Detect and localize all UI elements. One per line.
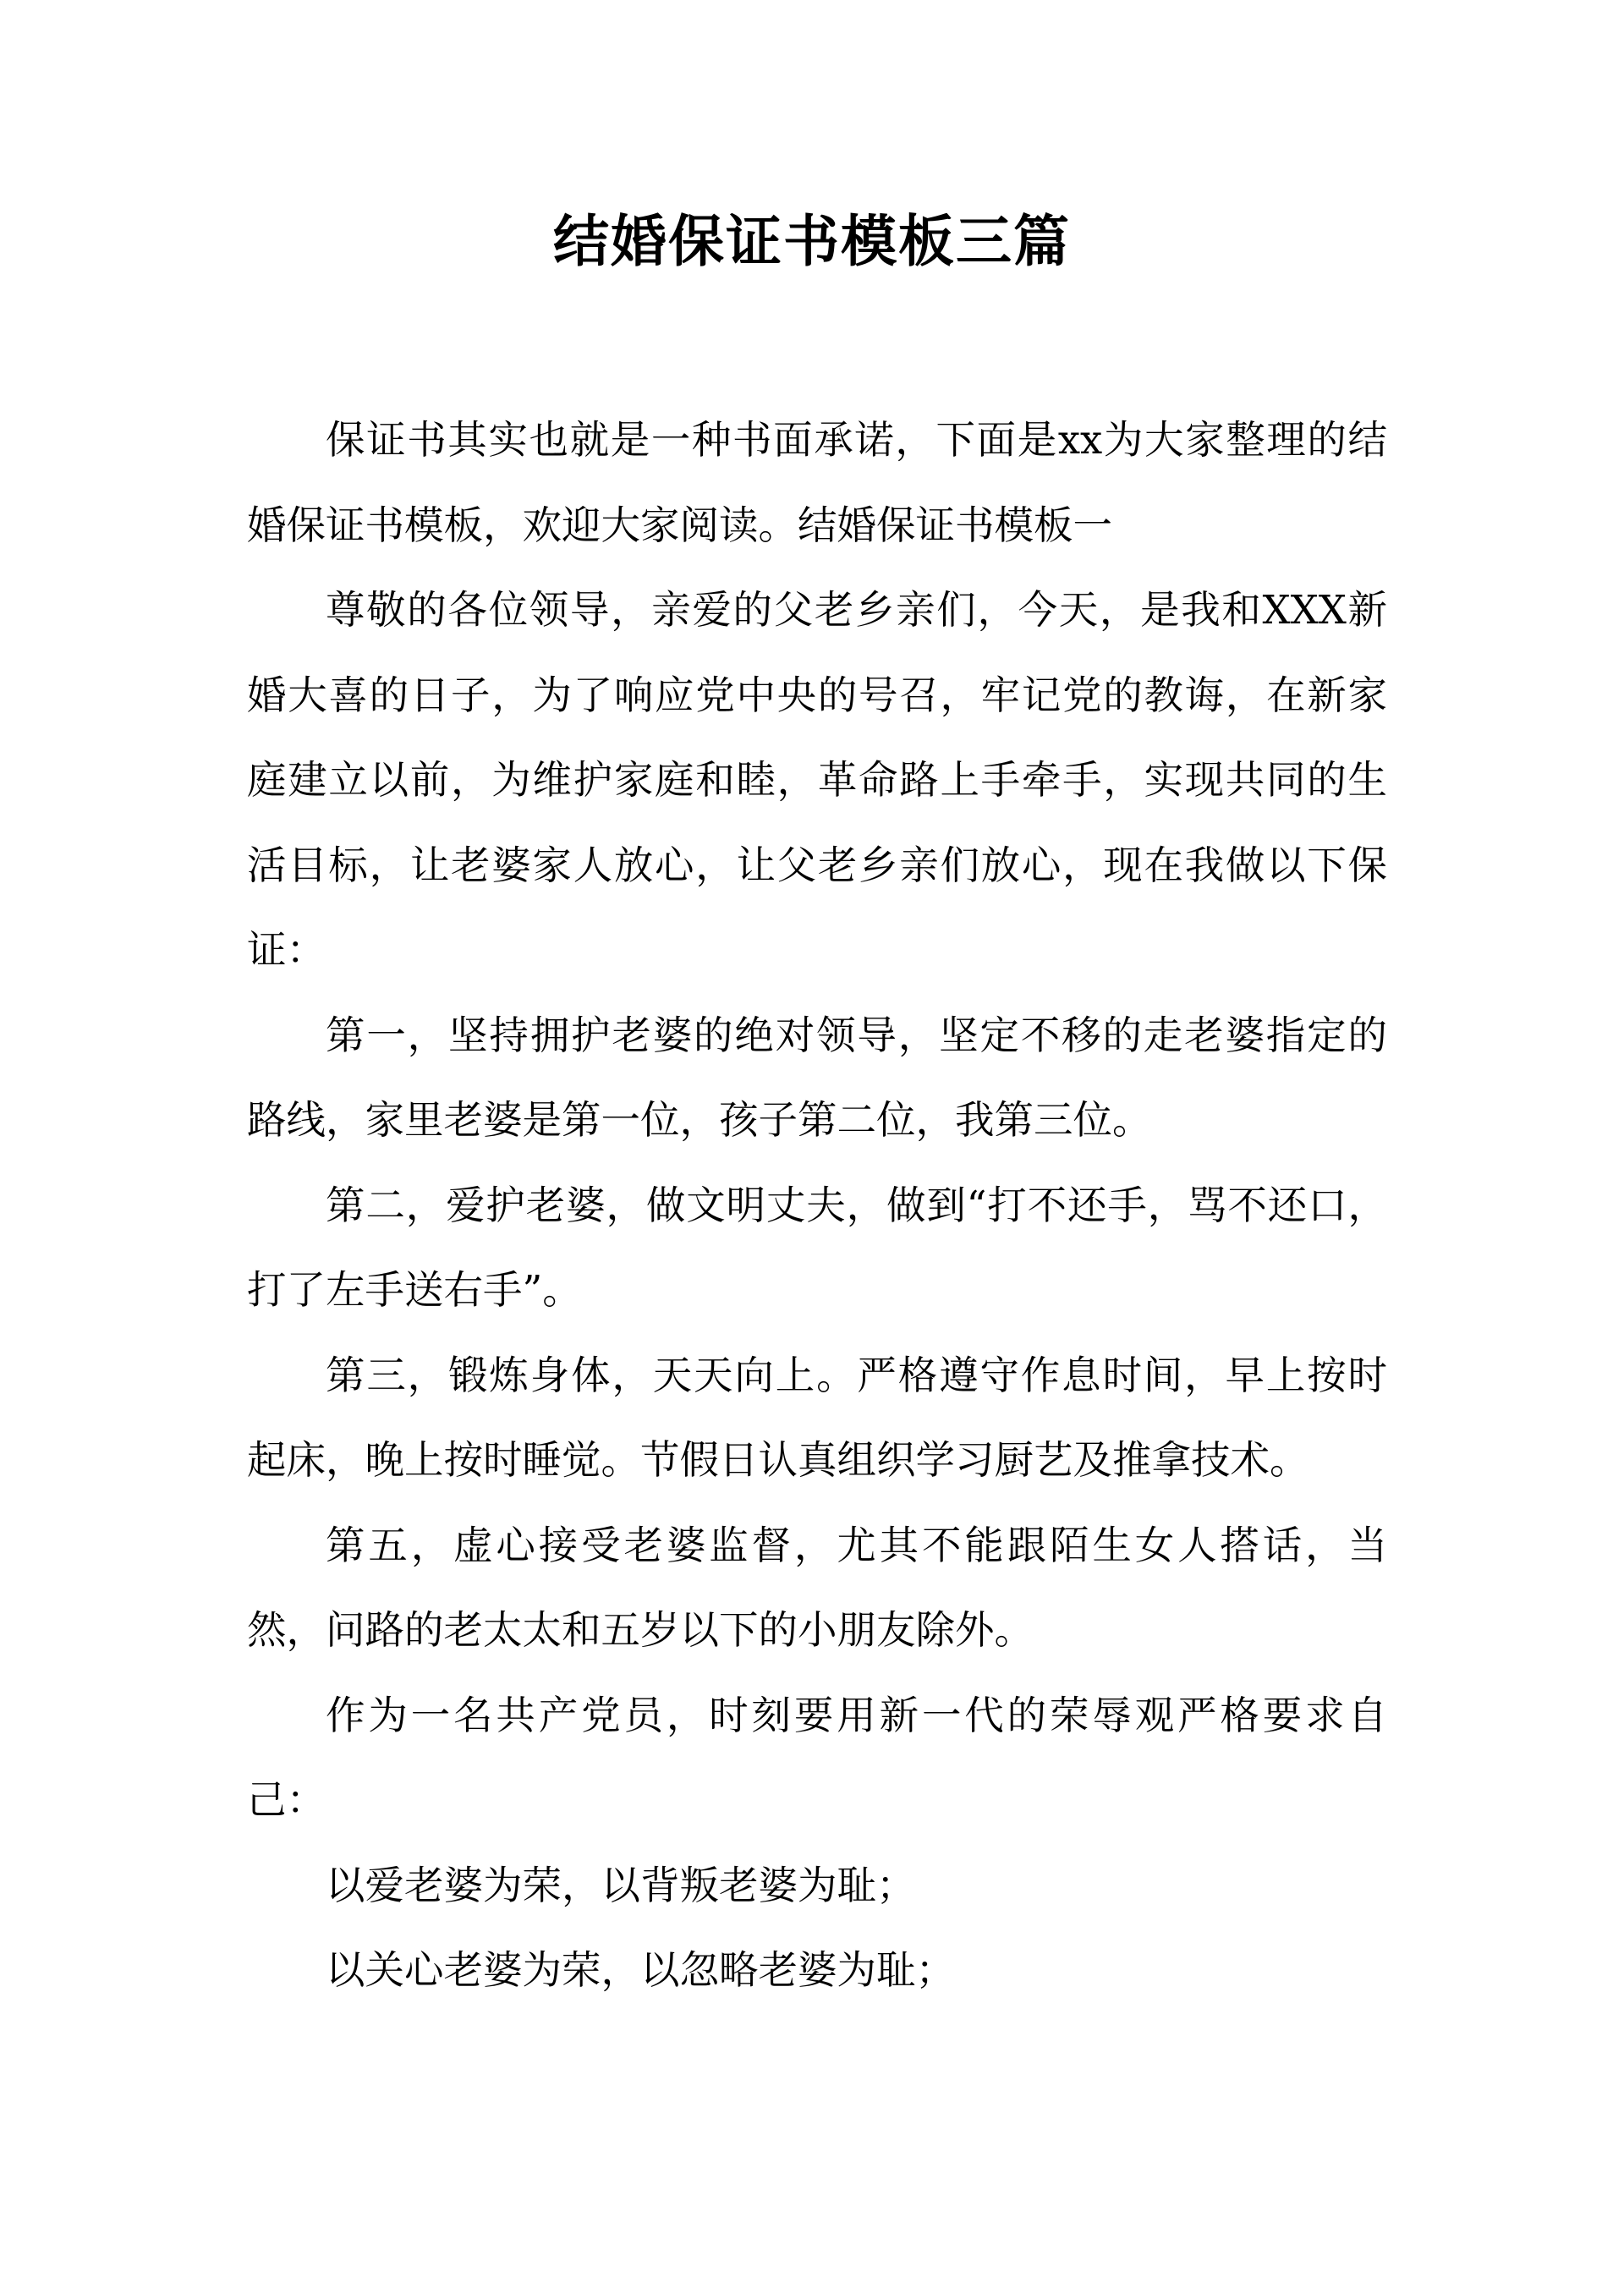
- paragraph-honor-1: 以爱老婆为荣，以背叛老婆为耻；: [326, 1862, 916, 1908]
- paragraph-intro: 保证书其实也就是一种书面承诺，下面是xx为大家整理的结婚保证书模板，欢迎大家阅读。结婚保证书模板一: [247, 417, 1387, 548]
- paragraph-honor-2: 以关心老婆为荣，以忽略老婆为耻；: [326, 1947, 955, 1993]
- document-body: [247, 398, 1387, 2013]
- paragraph-fifth-pledge: 第五，虚心接受老婆监督，尤其不能跟陌生女人搭话，当然，问路的老太太和五岁以下的小朋友除外。: [247, 1522, 1387, 1653]
- paragraph-third-pledge: 第三，锻炼身体，天天向上。严格遵守作息时间，早上按时起床，晚上按时睡觉。节假日认真组织学习厨艺及推拿技术。: [247, 1352, 1387, 1483]
- document-title: 结婚保证书模板三篇: [553, 208, 1071, 274]
- paragraph-first-pledge: 第一，坚持拥护老婆的绝对领导，坚定不移的走老婆指定的路线，家里老婆是第一位，孩子第二位，我第三位。: [247, 1012, 1387, 1143]
- paragraph-second-pledge: 第二，爱护老婆，做文明丈夫，做到“打不还手，骂不还口，打了左手送右手”。: [247, 1182, 1387, 1313]
- paragraph-party-member: 作为一名共产党员，时刻要用新一代的荣辱观严格要求自己：: [247, 1692, 1387, 1823]
- paragraph-greeting: 尊敬的各位领导，亲爱的父老乡亲们，今天，是我和XXX新婚大喜的日子，为了响应党中央的号召，牢记党的教诲，在新家庭建立以前，为维护家庭和睦，革命路上手牵手，实现共同的生活目标，让老婆家人放心，让父老乡亲们放心，现在我做以下保证：: [247, 587, 1387, 973]
